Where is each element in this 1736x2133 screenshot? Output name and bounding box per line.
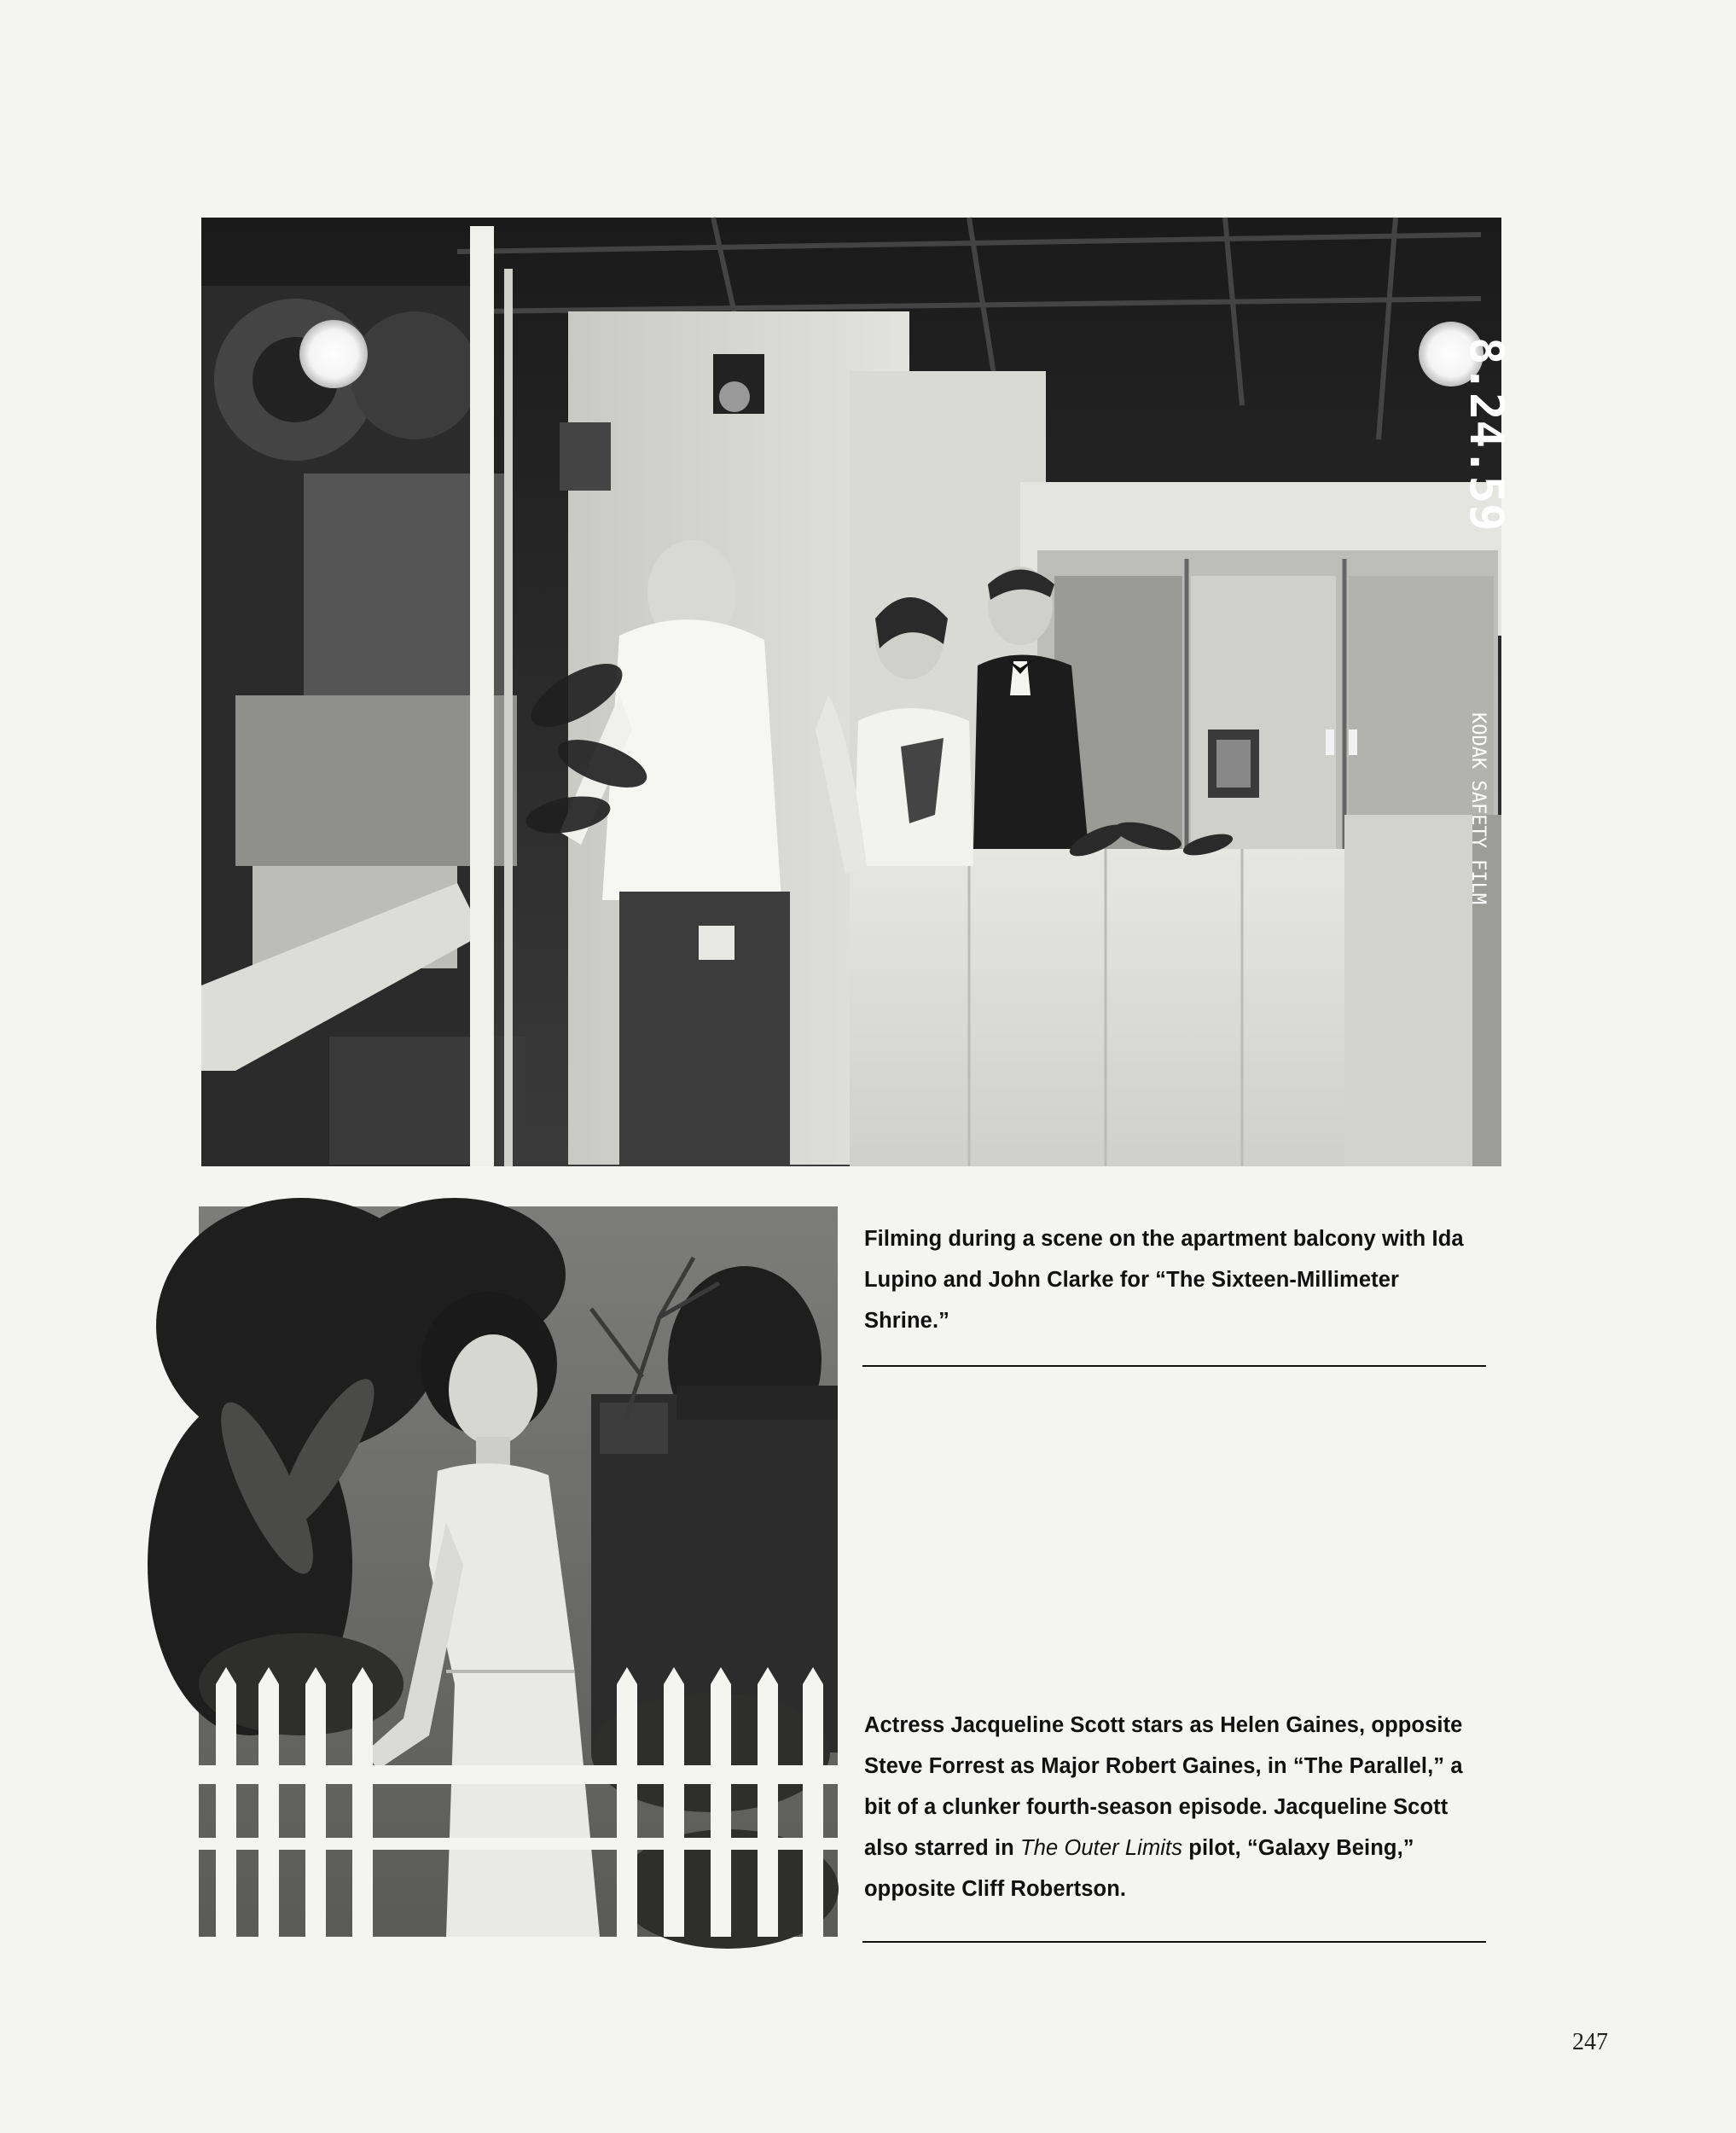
film-edge-text: KODAK SAFETY FILM xyxy=(1467,712,1489,905)
film-edge-date: 8.24.59 xyxy=(1460,337,1513,532)
photo-filming-balcony-scene xyxy=(201,218,1513,1166)
caption-the-parallel-text-end: pilot, “Galaxy Being,” opposite Cliff Robertson. xyxy=(864,1836,1414,1901)
caption-divider-1 xyxy=(862,1365,1486,1367)
caption-series-title: The Outer Limits xyxy=(1020,1836,1183,1860)
caption-balcony-scene-text: Filming during a scene on the apartment balcony with Ida Lupino and John Clarke for “The Sixteen-Millimeter Shrine.” xyxy=(864,1227,1464,1333)
caption-divider-2 xyxy=(862,1941,1486,1943)
caption-balcony-scene xyxy=(864,1218,1487,1341)
photo-jacqueline-scott-portrait xyxy=(199,1206,838,1937)
caption-the-parallel xyxy=(864,1705,1487,1909)
page-number: 247 xyxy=(1572,2029,1608,2055)
caption-the-parallel-text-start: Actress Jacqueline Scott stars as Helen Gaines, opposite Steve Forrest as Major Robert Gaines, in “The Parallel,” a bit of a clunker fourth-season episode. Jacqueline Scott also starred in xyxy=(864,1713,1463,1860)
